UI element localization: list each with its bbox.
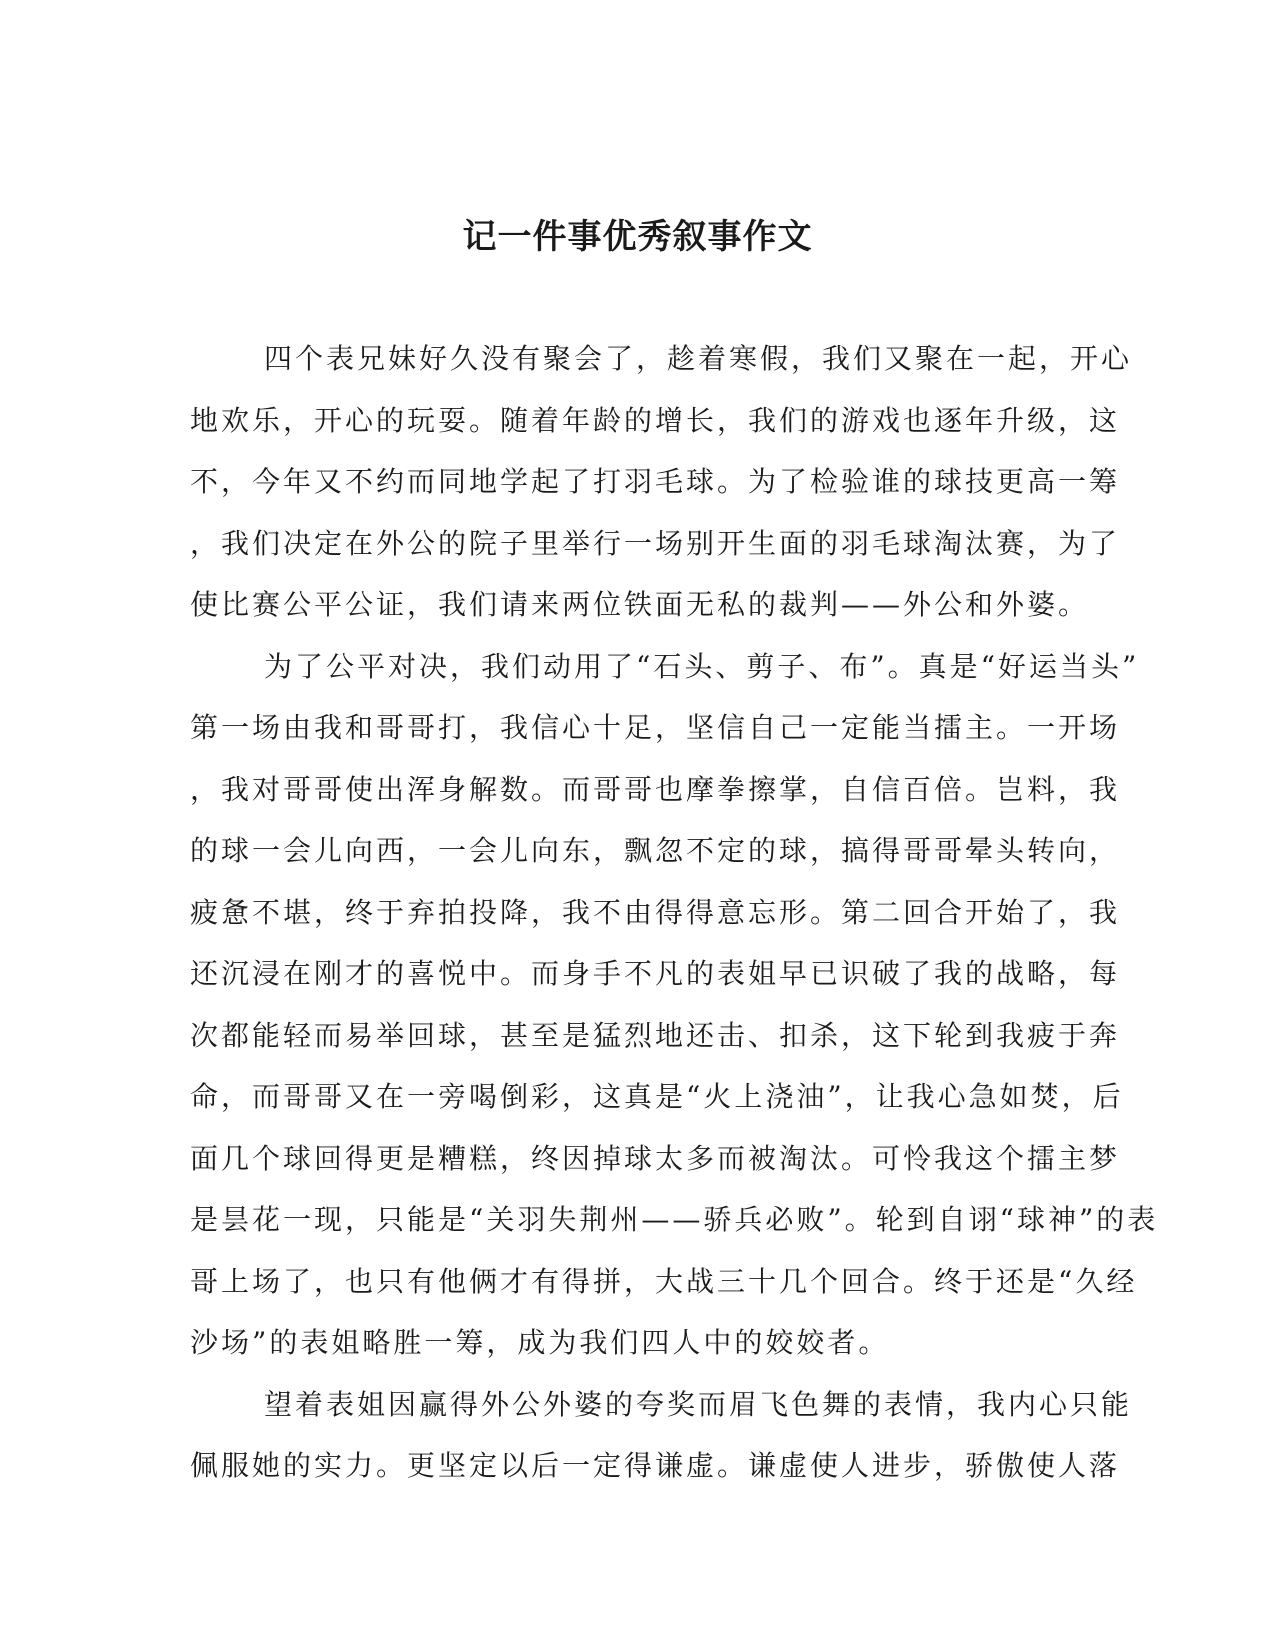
paragraph-1-line-2: 地欢乐，开心的玩耍。随着年龄的增长，我们的游戏也逐年升级，这 <box>190 403 1121 437</box>
paragraph-2-line-5: 疲惫不堪，终于弃拍投降，我不由得得意忘形。第二回合开始了，我 <box>190 895 1121 929</box>
paragraph-2-line-6: 还沉浸在刚才的喜悦中。而身手不凡的表姐早已识破了我的战略，每 <box>190 957 1121 990</box>
paragraph-2-line-7: 次都能轻而易举回球，甚至是猛烈地还击、扣杀，这下轮到我疲于奔 <box>190 1018 1121 1052</box>
document-title: 记一件事优秀叙事作文 <box>462 217 813 257</box>
paragraph-1-line-3: 不，今年又不约而同地学起了打羽毛球。为了检验谁的球技更高一筹 <box>190 465 1121 498</box>
paragraph-2-line-9: 面几个球回得更是糟糕，终因掉球太多而被淘汰。可怜我这个擂主梦 <box>190 1141 1121 1175</box>
paragraph-1-line-5: 使比赛公平公证，我们请来两位铁面无私的裁判——外公和外婆。 <box>190 588 1090 621</box>
paragraph-2-line-12: 沙场”的表姐略胜一筹，成为我们四人中的姣姣者。 <box>190 1326 890 1359</box>
paragraph-2-line-10: 是昙花一现，只能是“关羽失荆州——骄兵必败”。轮到自诩“球神”的表 <box>190 1203 1159 1236</box>
paragraph-2-line-11: 哥上场了，也只有他俩才有得拼，大战三十几个回合。终于还是“久经 <box>190 1264 1138 1298</box>
paragraph-2-line-8: 命，而哥哥又在一旁喝倒彩，这真是“火上浇油”，让我心急如焚，后 <box>190 1080 1124 1113</box>
paragraph-3-line-1: 望着表姐因赢得外公外婆的夸奖而眉飞色舞的表情，我内心只能 <box>264 1387 1133 1421</box>
document-body <box>190 328 1159 1497</box>
paragraph-2-line-4: 的球一会儿向西，一会儿向东，飘忽不定的球，搞得哥哥晕头转向， <box>190 834 1121 867</box>
paragraph-1-line-4: ，我们决定在外公的院子里举行一场别开生面的羽毛球淘汰赛，为了 <box>190 526 1121 560</box>
paragraph-2-line-2: 第一场由我和哥哥打，我信心十足，坚信自己一定能当擂主。一开场 <box>190 711 1121 744</box>
paragraph-2-line-1: 为了公平对决，我们动用了“石头、剪子、布”。真是“好运当头” <box>264 649 1140 683</box>
paragraph-1-line-1: 四个表兄妹好久没有聚会了，趁着寒假，我们又聚在一起，开心 <box>264 342 1133 375</box>
paragraph-3-line-2: 佩服她的实力。更坚定以后一定得谦虚。谦虚使人进步，骄傲使人落 <box>190 1449 1121 1482</box>
paragraph-2-line-3: ，我对哥哥使出浑身解数。而哥哥也摩拳擦掌，自信百倍。岂料，我 <box>190 772 1121 806</box>
